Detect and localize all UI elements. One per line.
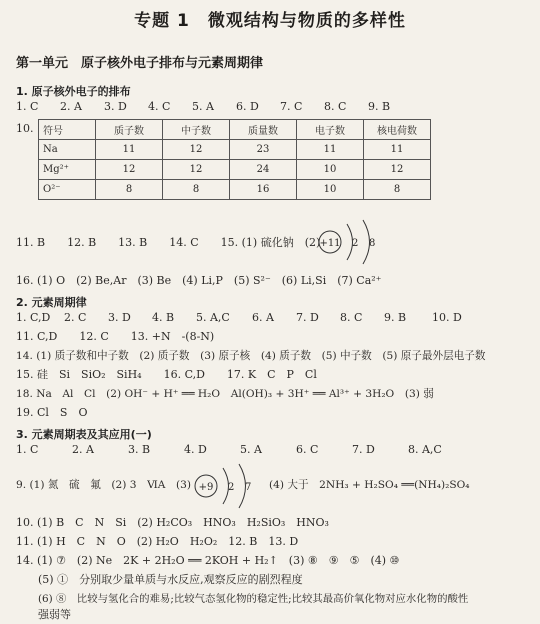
answer: 4. C [148,100,171,113]
answer: 5. A [192,100,214,113]
shell-electrons: 7 [245,482,252,493]
answer: 1. C,D [16,311,51,324]
table-header-cell: 质子数 [96,120,163,140]
answer: 9. B [368,100,391,113]
table-header-cell: 中子数 [163,120,230,140]
answer: 7. D [296,311,319,324]
answer-row-3f: (6) ⑧ 比较与氢化合的难易;比较气态氢化物的稳定性;比较其最高价氧化物对应水化物的酸性 [38,593,469,605]
answer: 2. A [72,443,94,456]
answer: 4. B [152,311,175,324]
table-header-cell: 电子数 [297,120,364,140]
answer: 7. D [352,443,375,456]
table-cell: 24 [230,160,297,180]
answer-row-2a [16,311,532,325]
table-cell: 16 [230,180,297,200]
atom-structure-icon [190,458,270,514]
answer: 10. D [432,311,462,324]
answer-row-11 [16,236,532,250]
atom-structure-icon [314,214,414,270]
answer-row-2c: 14. (1) 质子数和中子数 (2) 质子数 (3) 原子核 (4) 质子数 (5) 中子数 (5) 原子最外层电子数 [16,350,486,362]
answer-row-2b: 11. C,D 12. C 13. +N -(8-N) [16,330,215,343]
answer: 3. D [104,100,127,113]
answer-row-3c: 11. (1) H C N O (2) H₂O H₂O₂ 12. B 13. D [16,535,299,548]
table-cell: 12 [96,160,163,180]
question-10-label: 10. [16,122,34,135]
answer: 7. C [280,100,303,113]
answer: 8. C [340,311,363,324]
fluorine-atom-diagram [190,458,270,518]
answer-row-3g: 强弱等 [38,608,71,621]
table-row [39,140,431,160]
answer: 6. C [296,443,319,456]
answer: 4. D [184,443,207,456]
answer-row-2f: 19. Cl S O [16,406,88,419]
table-cell: Na [39,140,96,160]
answer: 8. C [324,100,347,113]
table-cell: O²⁻ [39,180,96,200]
answer-row-3d: 14. (1) ⑦ (2) Ne 2K + 2H₂O ══ 2KOH + H₂↑ (3) ⑧ ⑨ ⑤ (4) ⑩ [16,554,400,567]
nucleus-charge: +11 [319,238,341,249]
table-header-cell: 质量数 [230,120,297,140]
table-cell: Mg²⁺ [39,160,96,180]
shell-electrons: 2 [228,482,235,493]
element-table [38,119,431,200]
section-heading-1: 1. 原子核外电子的排布 [16,85,131,98]
answer: 5. A,C [196,311,230,324]
answer-text: (4) 大于 2NH₃ + H₂SO₄ ══(NH₄)₂SO₄ [269,479,470,491]
answer: 6. D [236,100,259,113]
table-cell: 12 [364,160,431,180]
table-header-row [39,120,431,140]
page-title: 专题 1 微观结构与物质的多样性 [134,11,406,31]
sodium-atom-diagram [314,214,414,274]
table-cell: 8 [96,180,163,200]
answer-row-1 [16,100,532,114]
table-cell: 11 [297,140,364,160]
table-cell: 12 [163,160,230,180]
unit-heading: 第一单元 原子核外电子排布与元素周期律 [16,56,264,71]
answer-row-3a [16,443,532,457]
section-heading-3: 3. 元素周期表及其应用(一) [16,428,152,441]
shell-electrons: 8 [369,238,376,249]
table-row [39,180,431,200]
answer-row-16: 16. (1) O (2) Be,Ar (3) Be (4) Li,P (5) S²⁻ (6) Li,Si (7) Ca²⁺ [16,274,382,287]
answer: 5. A [240,443,262,456]
answer: 8. A,C [408,443,442,456]
table-row [39,160,431,180]
answer-text: 9. (1) 氮 硫 氟 (2) 3 ⅥA (3) [16,479,192,491]
section-heading-2: 2. 元素周期律 [16,296,87,309]
table-cell: 12 [163,140,230,160]
table-header-cell: 核电荷数 [364,120,431,140]
answer-row-9 [16,478,532,492]
answer-row-3b: 10. (1) B C N Si (2) H₂CO₃ HNO₃ H₂SiO₃ HNO₃ [16,516,329,529]
answer-row-2d: 15. 硅 Si SiO₂ SiH₄ 16. C,D 17. K C P Cl [16,368,317,381]
table-cell: 11 [364,140,431,160]
nucleus-charge: +9 [198,482,214,493]
answer: 9. B [384,311,407,324]
answer: 2. A [60,100,82,113]
table-cell: 11 [96,140,163,160]
answer-row-3e: (5) ① 分别取少量单质与水反应,观察反应的剧烈程度 [38,573,303,586]
table-header-cell: 符号 [39,120,96,140]
answer: 6. A [252,311,274,324]
shell-electrons: 2 [352,238,359,249]
table-cell: 8 [364,180,431,200]
table-cell: 23 [230,140,297,160]
answer: 3. D [108,311,131,324]
answer: 3. B [128,443,151,456]
answer: 1. C [16,100,39,113]
answer: 1. C [16,443,39,456]
table-cell: 10 [297,160,364,180]
answer-text: 11. B 12. B 13. B 14. C 15. (1) 硫化钠 (2) [16,236,321,249]
table-cell: 8 [163,180,230,200]
table-cell: 10 [297,180,364,200]
answer-row-2e: 18. Na Al Cl (2) OH⁻ + H⁺ ══ H₂O Al(OH)₃ + 3H⁺ ══ Al³⁺ + 3H₂O (3) 弱 [16,388,434,400]
answer: 2. C [64,311,87,324]
